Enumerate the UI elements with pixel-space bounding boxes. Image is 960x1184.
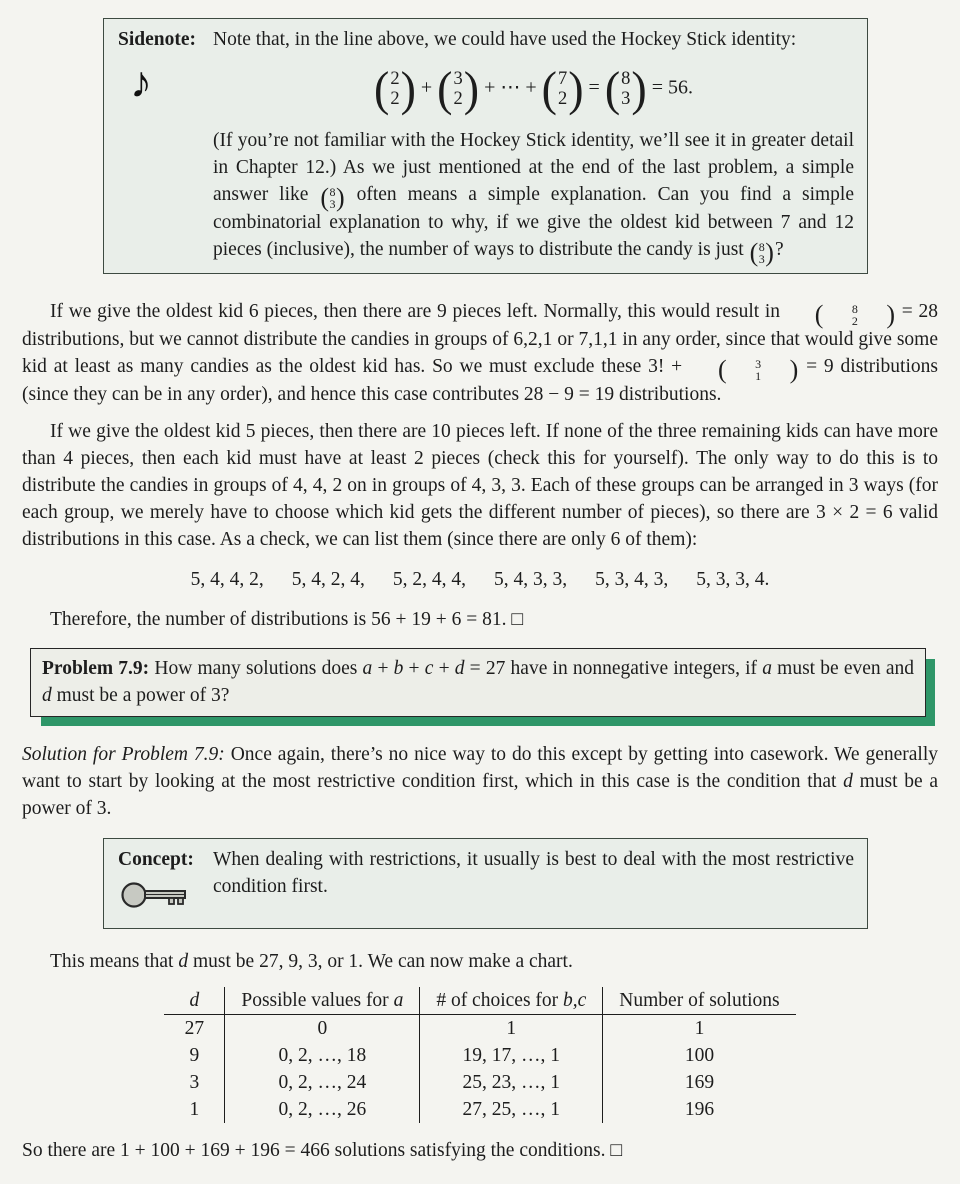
distribution-item: 5, 4, 4, 2, xyxy=(190,569,264,590)
table-cell: 0, 2, …, 18 xyxy=(225,1042,420,1069)
solutions-chart-table xyxy=(164,987,795,1123)
table-cell: 0, 2, …, 24 xyxy=(225,1069,420,1096)
key-icon xyxy=(120,879,213,919)
table-cell: 0 xyxy=(225,1015,420,1043)
table-cell: 196 xyxy=(603,1096,796,1123)
table-row xyxy=(164,1069,795,1096)
binomial-coefficient: ( 3 1 ) xyxy=(717,355,799,384)
table-cell: 27 xyxy=(184,1018,205,1039)
hockey-stick-formula: ( 2 2 ) + ( 3 2 ) + ⋯ + ( 7 2 ) = ( 8 3 ) = 56. xyxy=(373,61,694,116)
table-cell: 169 xyxy=(603,1069,796,1096)
binomial-coefficient: ( 3 2 ) xyxy=(437,61,480,116)
distribution-item: 5, 4, 3, 3, xyxy=(494,569,568,590)
table-cell: 25, 23, …, 1 xyxy=(420,1069,603,1096)
table-cell: 3 xyxy=(189,1072,200,1093)
binomial-coefficient: ( 8 3 ) xyxy=(320,183,345,212)
table-cell: 100 xyxy=(603,1042,796,1069)
distribution-item: 5, 3, 4, 3, xyxy=(595,569,669,590)
table-cell: 19, 17, …, 1 xyxy=(420,1042,603,1069)
table-row xyxy=(164,1096,795,1123)
table-cell: 0, 2, …, 26 xyxy=(225,1096,420,1123)
chart-intro-line: This means that d must be 27, 9, 3, or 1. We can now make a chart. xyxy=(50,951,573,972)
table-header-d: d xyxy=(164,987,225,1015)
sidenote-box xyxy=(103,18,868,274)
binomial-coefficient: ( 8 2 ) xyxy=(814,300,896,329)
problem-7-9-text: Problem 7.9: How many solutions does a + b + c + d = 27 have in nonnegative integers, if a must be even and d must be a power of 3? xyxy=(42,658,915,706)
sidenote-intro: Note that, in the line above, we could have used the Hockey Stick identity: xyxy=(213,29,797,50)
sidenote-label: Sidenote: xyxy=(118,29,196,50)
sidenote-body: (If you’re not familiar with the Hockey Stick identity, we’ll see it in greater detail in Chapter 12.) As we just mentioned at the end of the last problem, a simple answer like ( 8 3 ) often means a simple explanation. Can you find a simple combinatorial explanation to why, if we give the oldest kid between 7 and 12 pieces (inclusive), the number of ways to distribute the candy is just ( 8 3 ) ? xyxy=(213,130,854,267)
table-row xyxy=(164,1015,795,1043)
concept-label: Concept: xyxy=(118,849,194,870)
sidenote-content xyxy=(213,26,854,267)
solution-paragraph: Solution for Problem 7.9: Once again, there’s no nice way to do this except by getting into casework. We generally want to start by looking at the most restrictive condition first, which in this case is the condition that d must be a power of 3. xyxy=(22,744,938,819)
distribution-item: 5, 2, 4, 4, xyxy=(392,569,466,590)
table-cell: 9 xyxy=(189,1045,200,1066)
distribution-item: 5, 3, 3, 4. xyxy=(696,569,770,590)
table-cell: 1 xyxy=(420,1015,603,1043)
concept-text: When dealing with restrictions, it usually is best to deal with the most restrictive condition first. xyxy=(213,849,854,897)
table-header-solutions: Number of solutions xyxy=(603,987,796,1015)
sidenote-label-column xyxy=(118,26,213,264)
table-header-possible-values: Possible values for a xyxy=(225,987,420,1015)
therefore-line: Therefore, the number of distributions is 56 + 19 + 6 = 81. □ xyxy=(50,609,524,630)
binomial-coefficient: ( 8 3 ) xyxy=(749,238,774,267)
table-cell: 1 xyxy=(603,1015,796,1043)
problem-7-9-box xyxy=(30,648,926,717)
paragraph-case-6-pieces: If we give the oldest kid 6 pieces, then there are 9 pieces left. Normally, this would result in ( 8 2 ) = 28 distributions, but we cannot distribute the candies in groups of 6,2,1 or 7,1,1 in any order, since that would give some kid at least as many candies as the oldest kid has. So we must exclude these 3! + ( 3 1 ) = 9 distributions (since they can be in any order), and hence this case contributes 28 − 9 = 19 distributions. xyxy=(22,300,938,405)
table-header-choices: # of choices for b,c xyxy=(420,987,603,1015)
table-cell: 1 xyxy=(189,1099,200,1120)
binomial-coefficient: ( 8 3 ) xyxy=(604,61,647,116)
binomial-coefficient: ( 2 2 ) xyxy=(373,61,416,116)
table-row xyxy=(164,1042,795,1069)
closing-line: So there are 1 + 100 + 169 + 196 = 466 solutions satisfying the conditions. □ xyxy=(22,1140,623,1161)
table-header-row xyxy=(164,987,795,1015)
binomial-coefficient: ( 7 2 ) xyxy=(541,61,584,116)
table-body xyxy=(164,1015,795,1124)
concept-label-column xyxy=(118,846,213,919)
table-cell: 27, 25, …, 1 xyxy=(420,1096,603,1123)
music-note-icon: ♪ xyxy=(130,58,152,107)
distribution-list xyxy=(22,566,938,593)
paragraph-case-5-pieces: If we give the oldest kid 5 pieces, then there are 10 pieces left. If none of the three remaining kids can have more than 4 pieces, then each kid must have at least 2 pieces (check this for yourself). The only way to do this is to distribute the candies in groups of 4, 4, 2 on in groups of 4, 3, 3. Each of these groups can be arranged in 3 ways (for each group, we merely have to choose which kid gets the different number of pieces), so there are 3 × 2 = 6 valid distributions in this case. As a check, we can list them (since there are only 6 of them): xyxy=(22,421,938,550)
distribution-item: 5, 4, 2, 4, xyxy=(291,569,365,590)
concept-content xyxy=(213,846,854,919)
concept-box xyxy=(103,838,868,929)
